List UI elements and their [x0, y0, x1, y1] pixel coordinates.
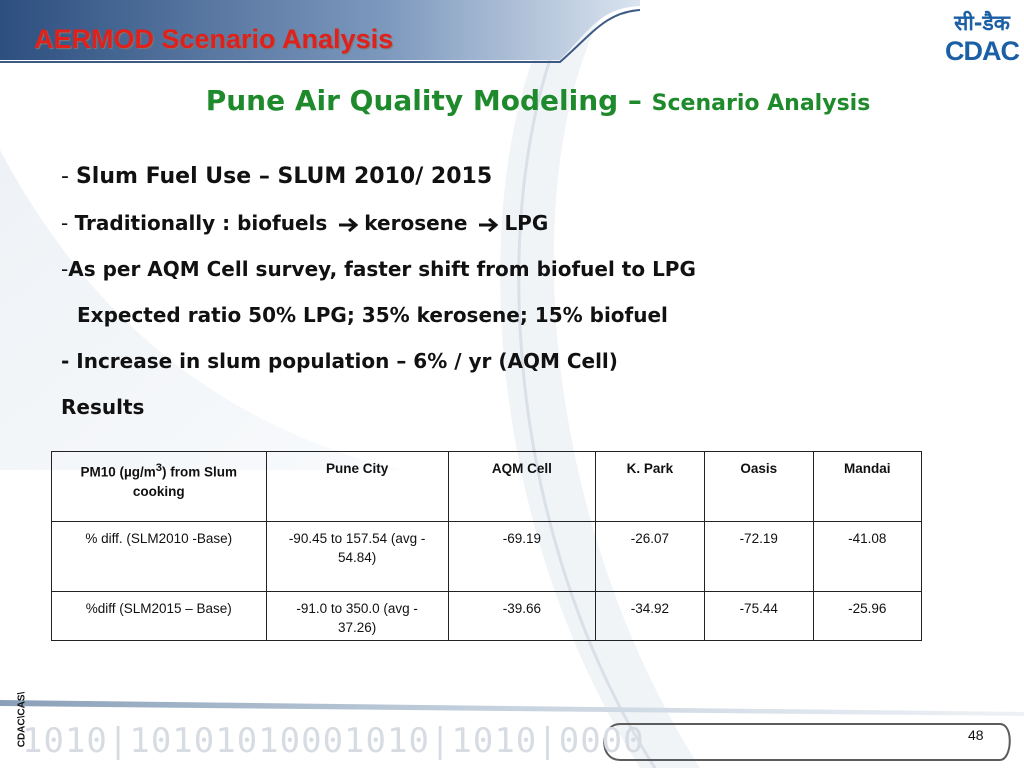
- header-cell: PM10 $(\mu g/m^3)$ from Slum cooking: [52, 452, 267, 522]
- table-cell: -91.0 to 350.0 (avg - 37.26): [266, 592, 448, 641]
- table-row: [52, 592, 922, 641]
- svg-text:सी-डैक: सी-डैक: [954, 11, 1010, 35]
- header-cell: K. Park: [596, 452, 705, 522]
- table-cell: -41.08: [813, 522, 921, 592]
- slide-title: AERMOD Scenario Analysis: [34, 24, 394, 54]
- table-cell: -69.19: [448, 522, 595, 592]
- header-cell: Pune City: [266, 452, 448, 522]
- page-number: 48: [968, 727, 984, 743]
- table-cell: -72.19: [704, 522, 813, 592]
- table-row: [52, 522, 922, 592]
- results-heading: Results: [61, 395, 145, 419]
- bullet-item: Expected ratio 50% LPG; 35% kerosene; 15% biofuel: [77, 303, 668, 327]
- table-cell: -26.07: [596, 522, 705, 592]
- arrow-right-icon: [338, 217, 360, 233]
- subtitle-main: Pune Air Quality Modeling –: [205, 84, 652, 117]
- row-label: %diff (SLM2015 – Base): [52, 592, 267, 641]
- table-cell: -90.45 to 157.54 (avg - 54.84): [266, 522, 448, 592]
- header-cell: Oasis: [704, 452, 813, 522]
- results-table: [51, 451, 922, 641]
- footer-side-label: CDAC\CAS\: [16, 691, 28, 748]
- table-cell: -34.92: [596, 592, 705, 641]
- header-cell: Mandai: [813, 452, 921, 522]
- binary-decoration: 1010|10101010001010|1010|0000: [22, 721, 645, 761]
- bullet-list: [61, 160, 696, 436]
- arrow-right-icon: [478, 217, 500, 233]
- bullet-item: -As per AQM Cell survey, faster shift from biofuel to LPG: [61, 257, 696, 281]
- cdac-logo: [944, 6, 1020, 64]
- header-cell: AQM Cell: [448, 452, 595, 522]
- svg-text:CDAC: CDAC: [945, 36, 1019, 64]
- table-header-row: [52, 452, 922, 522]
- slide-subtitle: [0, 84, 1024, 117]
- bullet-item: - Slum Fuel Use – SLUM 2010/ 2015: [61, 164, 493, 189]
- bullet-item: - Traditionally : biofuels kerosene LPG: [61, 211, 549, 235]
- table-cell: -75.44: [704, 592, 813, 641]
- bullet-item: - Increase in slum population – 6% / yr (AQM Cell): [61, 349, 618, 373]
- table-cell: -39.66: [448, 592, 595, 641]
- row-label: % diff. (SLM2010 -Base): [52, 522, 267, 592]
- table-cell: -25.96: [813, 592, 921, 641]
- subtitle-secondary: Scenario Analysis: [651, 91, 871, 116]
